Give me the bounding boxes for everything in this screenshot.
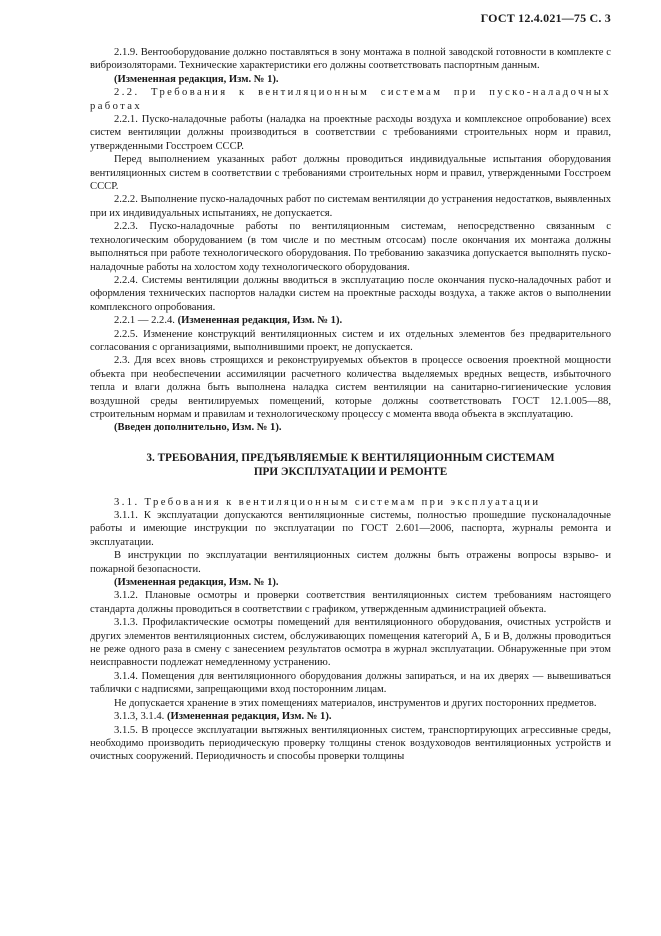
clause-range: 2.2.1 — 2.2.4. [114,315,178,327]
paragraph: 2.3. Для всех вновь строящихся и реконструируемых объектов в процессе освоения проектной мощности объекта при необеспечении ассимиляции расчетного количества выделяемых вредных веществ, избыточного тепла и влаги должна быть выполнена наладка систем вентиляции на санитарно-гигиенические условия воздушной среды вентилируемых помещений, которые должны соответствовать ГОСТ 12.1.005—88, строительным нормам и правилам и технологическому процессу с момента ввода объекта в эксплуатацию. [90,355,611,420]
subsection-heading: 2.2. Требования к вентиляционным системам при пуско-наладочных работах [90,87,611,112]
amendment-note [90,710,611,723]
paragraph: 3.1.2. Плановые осмотры и проверки соответствия вентиляционных систем требованиям настоящего стандарта должны проводиться в соответствии с графиком, утвержденным администрацией объекта. [90,590,611,615]
section-3-body [90,496,611,764]
amendment-note: (Измененная редакция, Изм. № 1). [114,577,279,589]
section-3-title [90,451,611,480]
amendment-label: (Измененная редакция, Изм. № 1). [177,315,343,327]
section-2-body [90,46,611,435]
paragraph: 3.1.3. Профилактические осмотры помещений для вентиляционного оборудования, очистных устройств и других элементов вентиляционных систем, обслуживающих помещения категорий А, Б и В, должны проводиться не реже одного раза в смену с занесением результатов осмотра в журнал эксплуатации. Обнаруженные при этом неисправности подлежат немедленному устранению. [90,617,611,669]
paragraph: 3.1.5. В процессе эксплуатации вытяжных вентиляционных систем, транспортирующих агрессивные среды, необходимо производить периодическую проверку толщины стенок воздуховодов вентиляционных устройств и очистных сооружений. Периодичность и способы проверки толщины [90,724,611,763]
paragraph: 2.2.1. Пуско-наладочные работы (наладка на проектные расходы воздуха и комплексное опробование) всех систем вентиляции должны производиться в соответствии с требованиями строительных норм и правил, утвержденными Госстроем СССР. [90,114,611,152]
amendment-label: (Измененная редакция, Изм. № 1). [166,711,332,723]
section-title-line: 3. ТРЕБОВАНИЯ, ПРЕДЪЯВЛЯЕМЫЕ К ВЕНТИЛЯЦИОННЫМ СИСТЕМАМ [146,451,555,464]
paragraph: 2.1.9. Вентооборудование должно поставляться в зону монтажа в полной заводской готовности в комплекте с виброизоляторами. Технические характеристики его должны соответствовать паспортным данным. [90,47,611,72]
page-header: ГОСТ 12.4.021—75 С. 3 [480,11,611,25]
paragraph: 3.1.1. К эксплуатации допускаются вентиляционные системы, полностью прошедшие пусконаладочные работы и имеющие инструкции по эксплуатации по ГОСТ 2.601—2006, паспорта, журналы ремонта и эксплуатации. [90,510,611,548]
paragraph: 2.2.4. Системы вентиляции должны вводиться в эксплуатацию после окончания пуско-наладочных работ и оформления технических паспортов наладки систем на проектные расходы воздуха, а также актов о выполнении комплексного опробования. [90,274,611,313]
paragraph: 3.1.4. Помещения для вентиляционного оборудования должны запираться, и на их дверях — вывешиваться таблички с надписями, запрещающими вход посторонним лицам. [90,670,611,696]
paragraph: 2.2.3. Пуско-наладочные работы по вентиляционным системам, непосредственно связанным с технологическим оборудованием (в том числе и по местным отсосам) после окончания их монтажа должны выполняться при работе технологического оборудования. По требованию заказчика допускается выполнять пуско-наладочные работы на холостом ходу технологического оборудования. [90,221,611,273]
subsection-heading: 3.1. Требования к вентиляционным системам при эксплуатации [114,496,541,508]
paragraph: Перед выполнением указанных работ должны проводиться индивидуальные испытания оборудования вентиляционных систем в соответствии с требованиями строительных норм и правил, утвержденными Госстроем СССР. [90,154,611,193]
amendment-note [90,314,611,327]
paragraph: 2.2.5. Изменение конструкций вентиляционных систем и их отдельных элементов без предварительного согласования с организациями, выполнившими проект, не допускается. [90,328,611,353]
clause-range: 3.1.3, 3.1.4. [114,711,167,723]
paragraph: В инструкции по эксплуатации вентиляционных систем должны быть отражены вопросы взрыво- и пожарной безопасности. [90,550,611,575]
paragraph: 2.2.2. Выполнение пуско-наладочных работ по системам вентиляции до устранения недостатков, выявленных при их индивидуальных испытаниях, не допускается. [90,194,611,219]
amendment-note: (Измененная редакция, Изм. № 1). [114,73,279,85]
amendment-note: (Введен дополнительно, Изм. № 1). [114,422,282,434]
section-title-line: ПРИ ЭКСПЛУАТАЦИИ И РЕМОНТЕ [253,466,448,479]
paragraph: Не допускается хранение в этих помещениях материалов, инструментов и других посторонних предметов. [114,697,597,709]
